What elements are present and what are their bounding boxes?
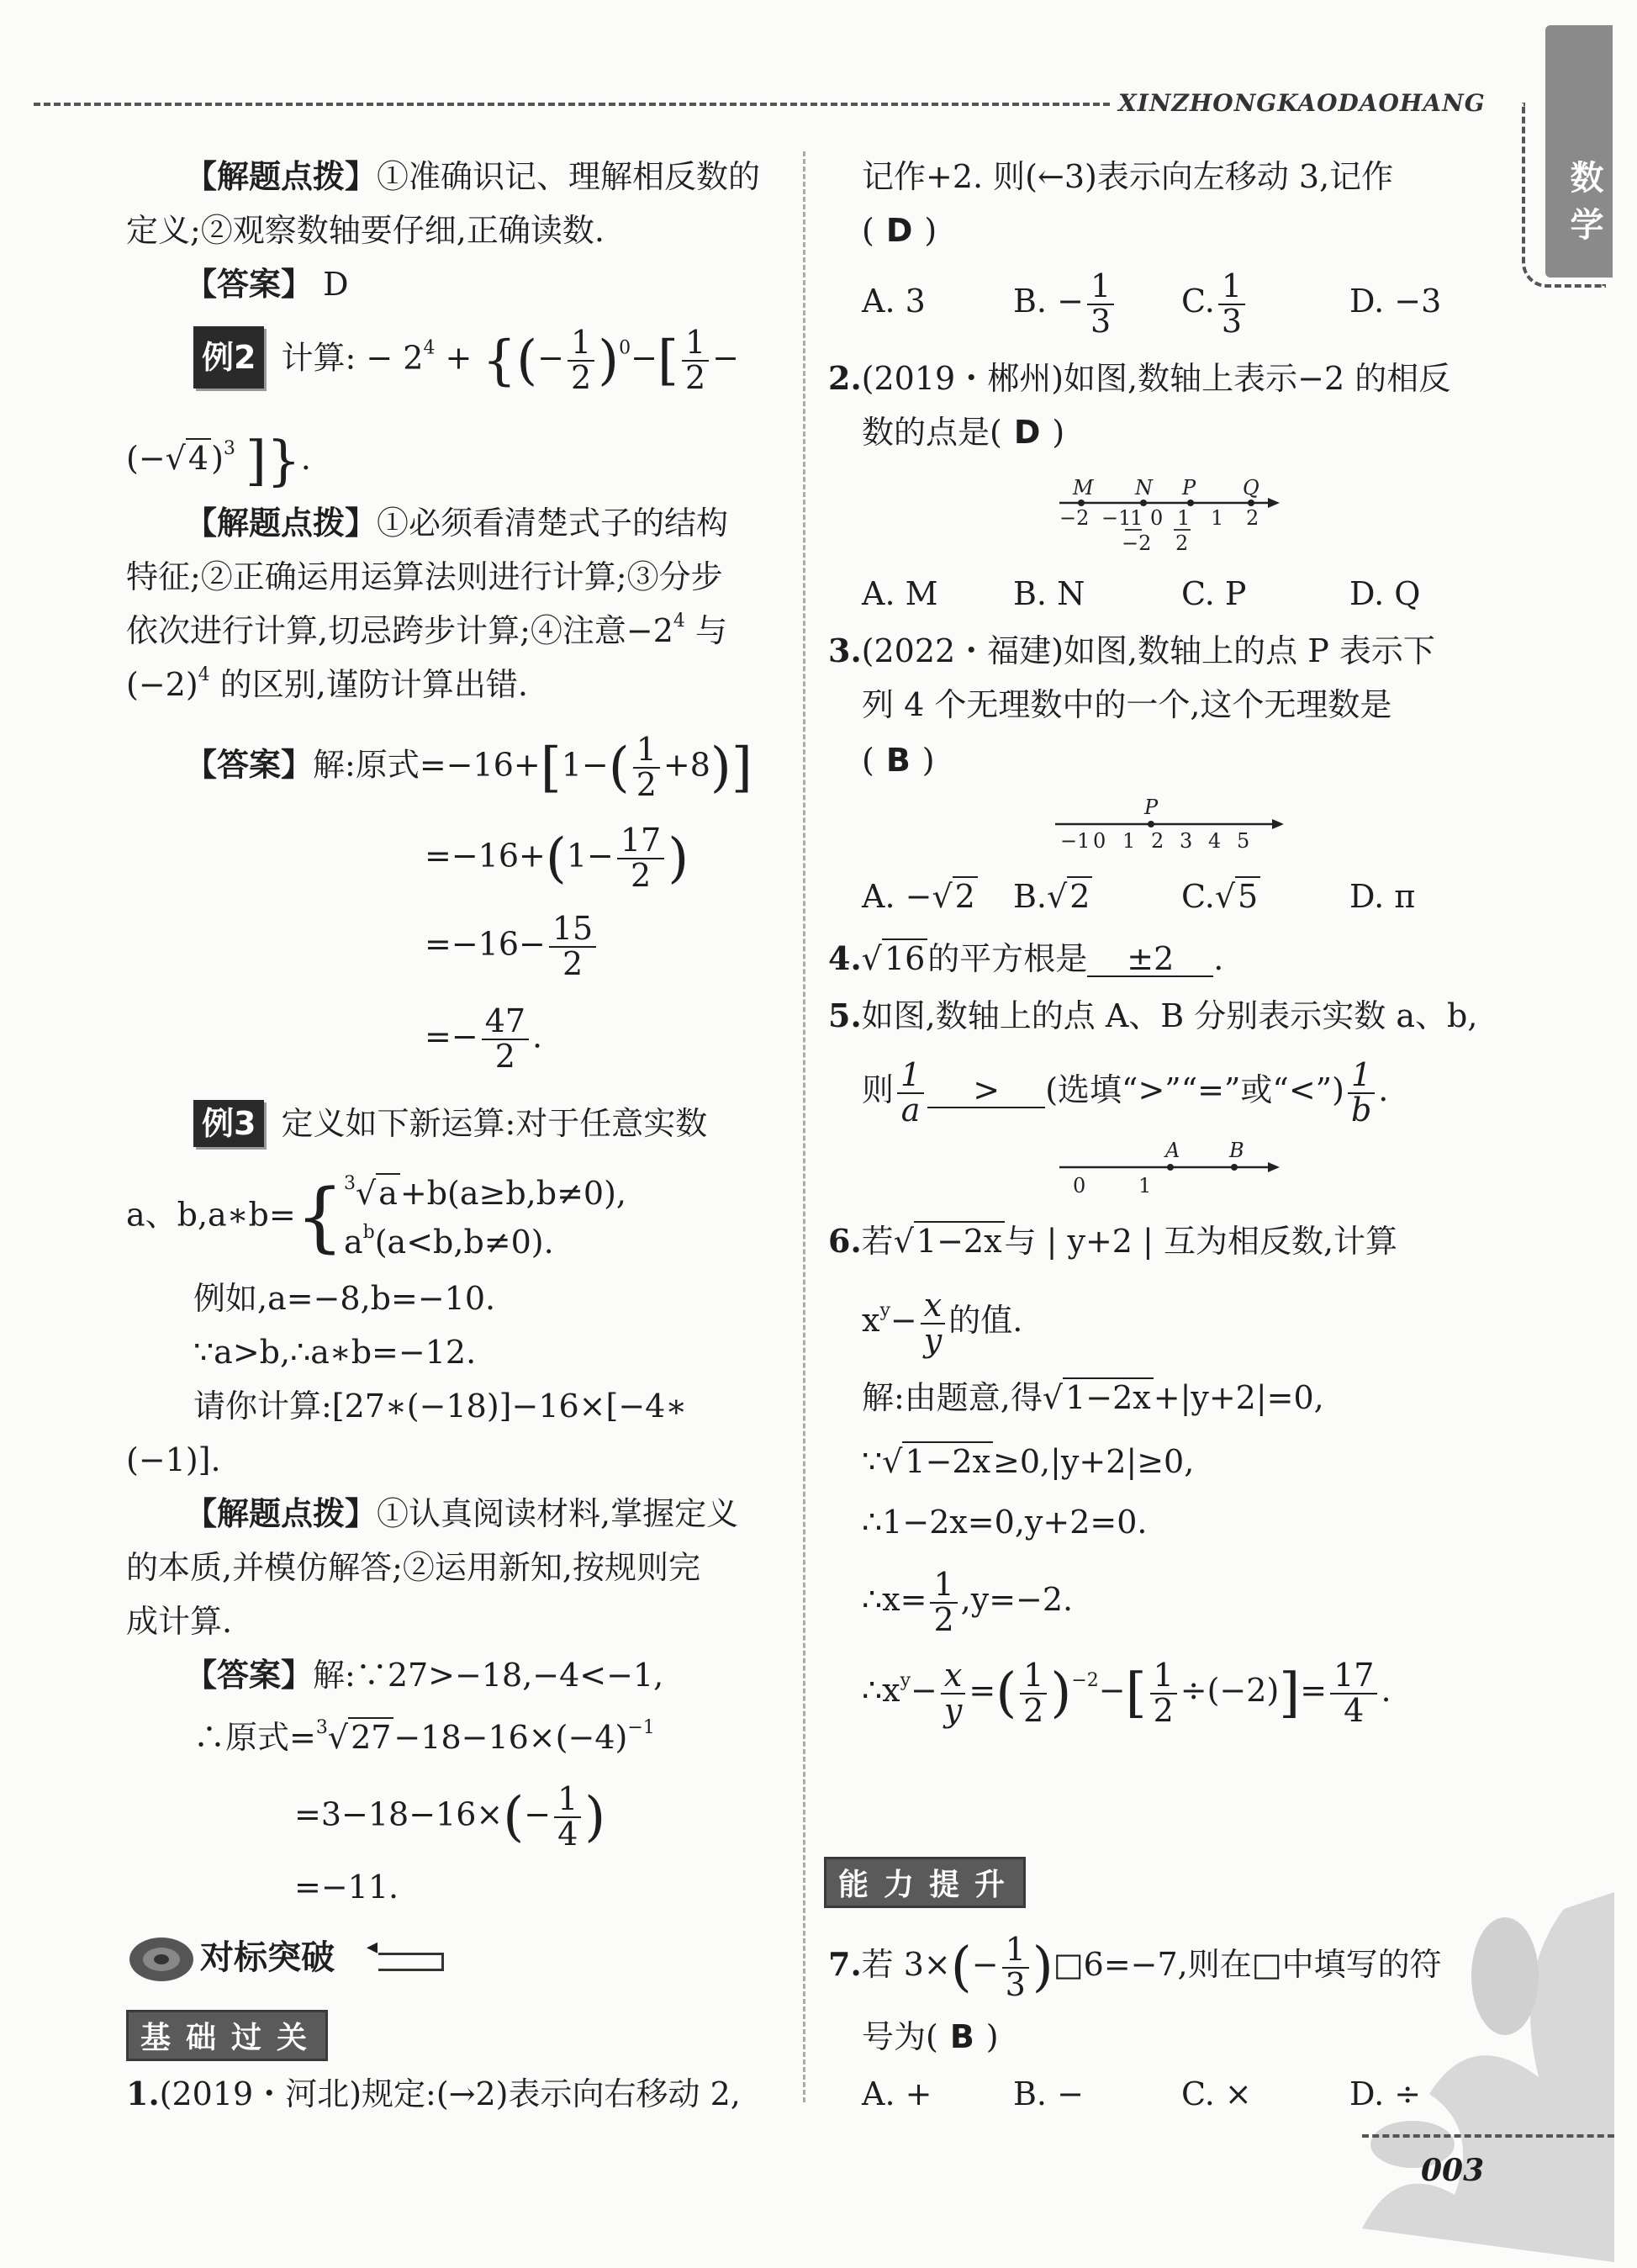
target-icon (126, 1926, 202, 1985)
subject-label: 数学 (1565, 160, 1603, 254)
q6-step4: ∴x= $\frac{1}{2}$ ,y=−2. (862, 1565, 1074, 1638)
answer3-line4: =−11. (294, 1869, 399, 1906)
hint2-line4: $(-2)^4$ 的区别,谨防计算出错. (126, 664, 528, 703)
q2-line1: 2.(2019・郴州)如图,数轴上表示−2 的相反 (828, 359, 1451, 397)
example2-badge: 例2 (193, 326, 264, 389)
svg-text:P: P (1144, 796, 1159, 819)
answer2-line2: =−16+(1− $\frac{17}{2}$ ) (425, 822, 689, 894)
example3-q1: 请你计算:[27∗(−18)]−16×[−4∗ (193, 1388, 688, 1425)
svg-text:1: 1 (1122, 829, 1136, 853)
example2-line1: 例2 计算: − $2^4$ + {(− $\frac{1}{2}$ )$^0$−[ $\frac{1}{2}$ − (193, 326, 739, 395)
answer2-line4: =− $\frac{47}{2}$ . (425, 1002, 543, 1075)
example3-q2: (−1)]. (126, 1441, 221, 1478)
svg-text:−1: −1 (1101, 506, 1132, 530)
q6-step2: ∵√1−2x≥0,|y+2|≥0, (862, 1443, 1195, 1480)
q7-options: A. + B. − C. × D. ÷ (862, 2075, 1422, 2112)
hint3-line3: 成计算. (126, 1603, 233, 1640)
q2-number-line (1051, 468, 1286, 560)
header-site-name: XINZHONGKAODAOHANG (1118, 89, 1486, 117)
q1-options: A. 3 B. − $\frac{1}{3}$ C. $\frac{1}{3}$ D. −3 (862, 267, 1442, 340)
q1-answer: ( D ) (862, 212, 937, 249)
q3-number-line (1047, 790, 1291, 858)
point-n-label: N (1135, 476, 1153, 500)
answer3-line1: 【答案】解:∵27>−18,−4<−1, (185, 1657, 664, 1694)
answer2-line3: =−16− $\frac{15}{2}$ (425, 912, 599, 981)
svg-text:B: B (1229, 1142, 1244, 1162)
tab-dashed-bracket (1522, 103, 1606, 288)
hint2-line2: 特征;②正确运用运算法则进行计算;③分步 (126, 558, 723, 595)
decorative-splash (1261, 1875, 1614, 2262)
svg-text:−2: −2 (1059, 506, 1090, 530)
svg-text:1: 1 (1211, 506, 1224, 530)
section-duibiao: 对标突破 ◂ (126, 1926, 446, 1985)
q2-line2: 数的点是( D ) (862, 414, 1065, 451)
answer3-line2: ∴原式$=^3√27-18-16\times(-4)^{-1}$ (193, 1717, 655, 1756)
example3-definition: a、b,a∗b={$^3$√a+b(a≥b,b≠0), $a^b(a<b,b\ne 0)$. (126, 1173, 626, 1261)
example3-line1: 例3 定义如下新运算:对于任意实数 (193, 1100, 707, 1147)
svg-text:5: 5 (1237, 829, 1250, 853)
svg-text:0: 0 (1093, 829, 1106, 853)
svg-text:A: A (1165, 1142, 1180, 1162)
q6-line1: 6.若√1−2x与 | y+2 | 互为相反数,计算 (828, 1222, 1398, 1260)
header-dashed-line (34, 103, 1110, 106)
example3-badge: 例3 (193, 1100, 264, 1147)
point-p-label: P (1182, 476, 1196, 500)
question1-line1: 1.(2019・河北)规定:(→2)表示向右移动 2, (126, 2075, 741, 2112)
q1-cont: 记作+2. 则(←3)表示向左移动 3,记作 (862, 158, 1394, 195)
q2-options: A. M B. N C. P D. Q (862, 575, 1421, 612)
q4: 4.√16的平方根是 ±2 . (828, 939, 1224, 977)
q6-step1: 解:由题意,得√1−2x+|y+2|=0, (862, 1379, 1324, 1416)
column-divider (803, 151, 805, 2102)
q6-line2: $x^y-$ $\frac{x}{y}$ 的值. (862, 1286, 1023, 1359)
svg-text:2: 2 (1246, 506, 1259, 530)
point-q-label: Q (1243, 476, 1259, 500)
q3-line1: 3.(2022・福建)如图,数轴上的点 P 表示下 (828, 632, 1435, 669)
hint3-line2: 的本质,并模仿解答;②运用新知,按规则完 (126, 1549, 700, 1586)
example3-eg1: 例如,a=−8,b=−10. (193, 1280, 496, 1317)
q7-line2: 号为( B ) (862, 2018, 999, 2055)
section-nengli: 能力提升 (824, 1857, 1026, 1908)
page-number: 003 (1421, 2153, 1485, 2188)
hint2-line1: 【解题点拨】①必须看清楚式子的结构 (185, 505, 729, 542)
svg-text:2: 2 (1151, 829, 1164, 853)
answer1: 【答案】 D (185, 266, 349, 303)
q3-answer: ( B ) (862, 742, 935, 779)
q3-options: A. −√2 B.√2 C.√5 D. π (862, 878, 1416, 915)
svg-text:3: 3 (1180, 829, 1193, 853)
svg-text:0: 0 (1073, 1174, 1086, 1197)
hint3-line1: 【解题点拨】①认真阅读材料,掌握定义 (185, 1495, 739, 1532)
svg-text:2: 2 (1175, 531, 1189, 555)
q5-number-line (1051, 1142, 1286, 1201)
hint2-line3: 依次进行计算,切忌跨步计算;④注意$-2^4$ 与 (126, 611, 728, 649)
q7-line1: 7.若 3×(− $\frac{1}{3}$ )□6=−7,则在□中填写的符 (828, 1930, 1442, 2003)
q5-line2: 则 $\frac{1}{a}$ > (选填“>”“=”或“<”) $\frac{1}{b}$ . (862, 1055, 1389, 1129)
hint1-line2: 定义;②观察数轴要仔细,正确读数. (126, 212, 605, 249)
answer3-line3: =3−18−16×(− $\frac{1}{4}$ ) (294, 1780, 606, 1853)
svg-text:0: 0 (1150, 506, 1164, 530)
q6-step5: $\therefore x^y-$ $\frac{x}{y}$ =( $\frac{1}{2}$ )$^{-2}$−[ $\frac{1}{2}$ ÷(−2)]= $\frac{17}{4}$ . (862, 1656, 1391, 1729)
svg-text:4: 4 (1208, 829, 1222, 853)
section-jichu: 基础过关 (126, 2010, 328, 2061)
q6-step3: ∴1−2x=0,y+2=0. (862, 1504, 1148, 1541)
svg-text:−2: −2 (1122, 531, 1152, 555)
footer-dashed-line (1362, 2134, 1614, 2138)
q3-line2: 列 4 个无理数中的一个,这个无理数是 (862, 686, 1392, 723)
point-m-label: M (1073, 476, 1094, 500)
example2-line2: $(-√4)^3$ ]}. (126, 430, 311, 493)
arrow-icon: ◂ (367, 1934, 378, 1959)
svg-text:1: 1 (1138, 1174, 1152, 1197)
svg-text:−1: −1 (1060, 829, 1090, 853)
q5-line1: 5.如图,数轴上的点 A、B 分别表示实数 a、b, (828, 997, 1478, 1034)
hint1-line1: 【解题点拨】①准确识记、理解相反数的 (185, 158, 761, 195)
answer2-line1: 【答案】解:原式=−16+[1−( $\frac{1}{2}$ +8)] (185, 731, 752, 803)
example3-eg2: ∵a>b,∴a∗b=−12. (193, 1334, 477, 1371)
svg-text:1: 1 (1177, 506, 1191, 530)
svg-text:1: 1 (1130, 506, 1143, 530)
